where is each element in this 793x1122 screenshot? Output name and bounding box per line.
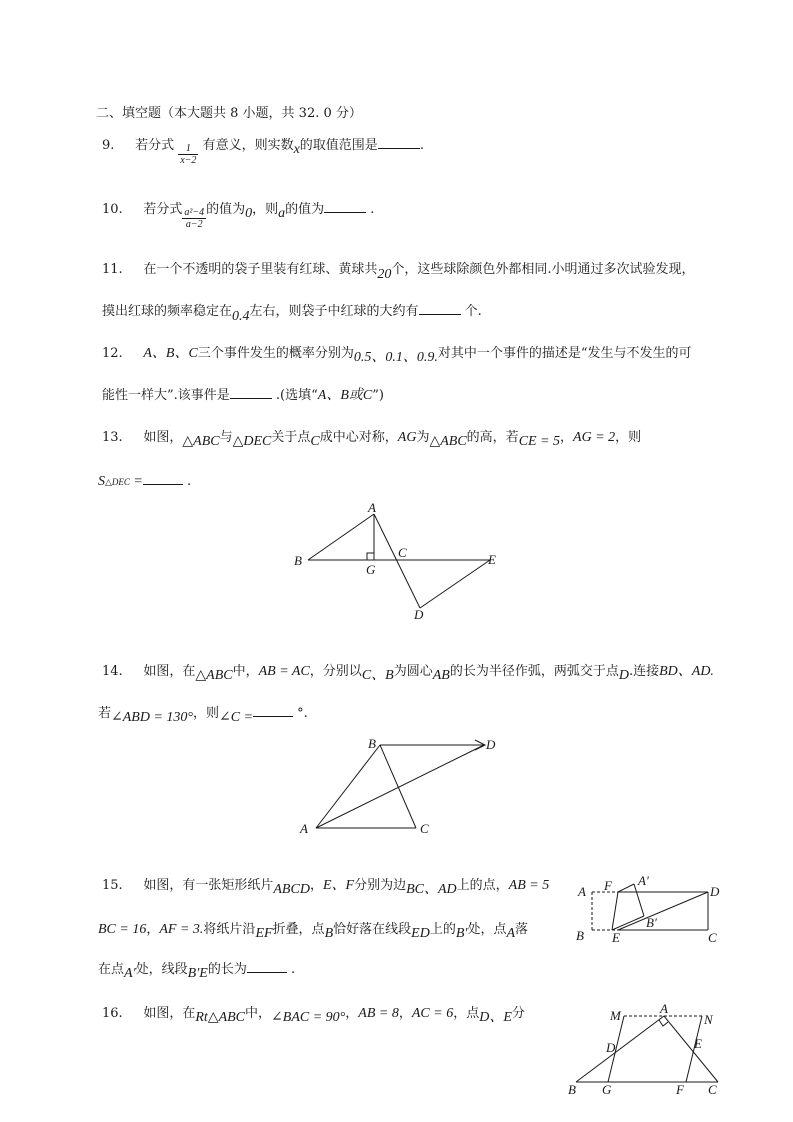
fraction: $\frac{\text{a²−4}}{a-2}$ <box>184 207 205 230</box>
question-number: 15. <box>102 878 123 893</box>
question-number: 10. <box>102 202 123 217</box>
label-d: D <box>486 737 496 752</box>
question-12-line-1: 12. A、B、C三个事件发生的概率分别为0.5、0.1、0.9.对其中一个事件的描述是“发生与不发生的可 <box>102 346 692 365</box>
seg-ab <box>316 745 380 828</box>
question-number: 13. <box>102 430 123 445</box>
question-number: 11. <box>102 262 123 277</box>
seg-a1b1 <box>634 884 644 916</box>
seg-ad <box>374 514 420 608</box>
label-c: C <box>420 821 429 836</box>
right-angle-mark <box>367 553 374 560</box>
question-number: 9. <box>102 138 115 153</box>
answer-blank <box>253 706 293 717</box>
label-a-prime: A′ <box>638 873 649 888</box>
label-e: E <box>694 1036 702 1051</box>
label-m: M <box>610 1008 621 1023</box>
answer-blank <box>378 138 420 149</box>
question-number: 16. <box>102 1006 123 1021</box>
question-number: 12. <box>102 346 123 361</box>
fraction: $\frac{1}{x-2}$ <box>180 143 197 166</box>
label-a: A <box>300 821 308 836</box>
label-c: C <box>398 545 407 560</box>
figure-15 <box>572 872 732 946</box>
label-e: E <box>488 552 496 567</box>
question-14-line-2: 若∠ABD = 130°，则∠C = °. <box>98 706 308 725</box>
label-b-prime: B′ <box>646 915 657 930</box>
question-14-line-1: 14. 如图，在△ABC中，AB = AC，分别以C、B为圆心AB的长为半径作弧，两弧交于点D.连接BD、AD. <box>102 664 714 683</box>
label-b: B <box>368 736 376 751</box>
label-f: F <box>676 1082 684 1097</box>
label-a: A <box>368 500 376 515</box>
seg-fe <box>612 892 618 930</box>
question-9: 9. 若分式 $\frac{1}{x-2}$ 有意义，则实数x的取值范围是 . <box>102 138 424 166</box>
answer-blank <box>143 474 183 485</box>
question-15-line-1: 15. 如图，有一张矩形纸片ABCD，E、F分别为边BC、AD上的点，AB = 5 <box>102 878 550 897</box>
label-d: D <box>414 607 424 622</box>
label-b: B <box>576 928 584 943</box>
seg-bc <box>380 745 416 828</box>
seg-fa1 <box>618 884 634 892</box>
seg-b1e <box>612 916 644 930</box>
question-13-line-1: 13. 如图，△ABC与△DEC关于点C成中心对称，AG为△ABC的高，若CE = 5，AG = 2，则 <box>102 430 642 449</box>
label-b: B <box>568 1082 576 1097</box>
question-13-line-2: S△DEC = . <box>98 474 192 489</box>
label-e: E <box>612 930 620 945</box>
label-g: G <box>366 562 376 577</box>
answer-blank <box>247 962 287 973</box>
label-c: C <box>708 1082 717 1097</box>
question-10: 10. 若分式 $\frac{\text{a²−4}}{a-2}$ 的值为0，则a的值为 . <box>102 202 375 230</box>
answer-blank <box>419 304 461 315</box>
seg-de <box>420 560 490 608</box>
question-12-line-2: 能性一样大”.该事件是 .(选填“A、B或C”) <box>102 388 384 403</box>
seg-ba <box>576 1016 664 1082</box>
question-15-line-3: 在点A′处，线段B′E的长为 . <box>98 962 296 981</box>
label-n: N <box>704 1012 713 1027</box>
question-11-line-2: 摸出红球的频率稳定在0.4左右，则袋子中红球的大约有 个. <box>102 304 482 324</box>
figure-14 <box>296 734 506 838</box>
seg-ed <box>618 892 708 930</box>
question-16-line-1: 16. 如图，在Rt△ABC中，∠BAC = 90°，AB = 8，AC = 6，点D、E分 <box>102 1006 525 1025</box>
label-a: A <box>660 1001 668 1016</box>
label-a: A <box>578 884 586 899</box>
seg-ad <box>316 745 484 828</box>
section-title: 二、填空题（本大题共 8 小题，共 32. 0 分） <box>96 106 362 121</box>
right-angle-mark <box>659 1020 668 1026</box>
seg-ba <box>308 514 374 560</box>
answer-blank <box>230 388 272 399</box>
figure-13 <box>290 500 510 624</box>
label-d: D <box>710 884 720 899</box>
question-11-line-1: 11. 在一个不透明的袋子里装有红球、黄球共20个，这些球除颜色外都相同.小明通过多次试验发现， <box>102 262 695 282</box>
question-15-line-2: BC = 16，AF = 3.将纸片沿EF折叠，点B恰好落在线段ED上的B′处，点A落 <box>98 922 529 941</box>
question-number: 14. <box>102 664 123 679</box>
label-c: C <box>708 930 717 945</box>
label-f: F <box>604 878 612 893</box>
label-g: G <box>602 1082 612 1097</box>
label-d: D <box>606 1040 616 1055</box>
figure-16 <box>562 1000 734 1100</box>
answer-blank <box>324 202 366 213</box>
label-b: B <box>294 553 302 568</box>
